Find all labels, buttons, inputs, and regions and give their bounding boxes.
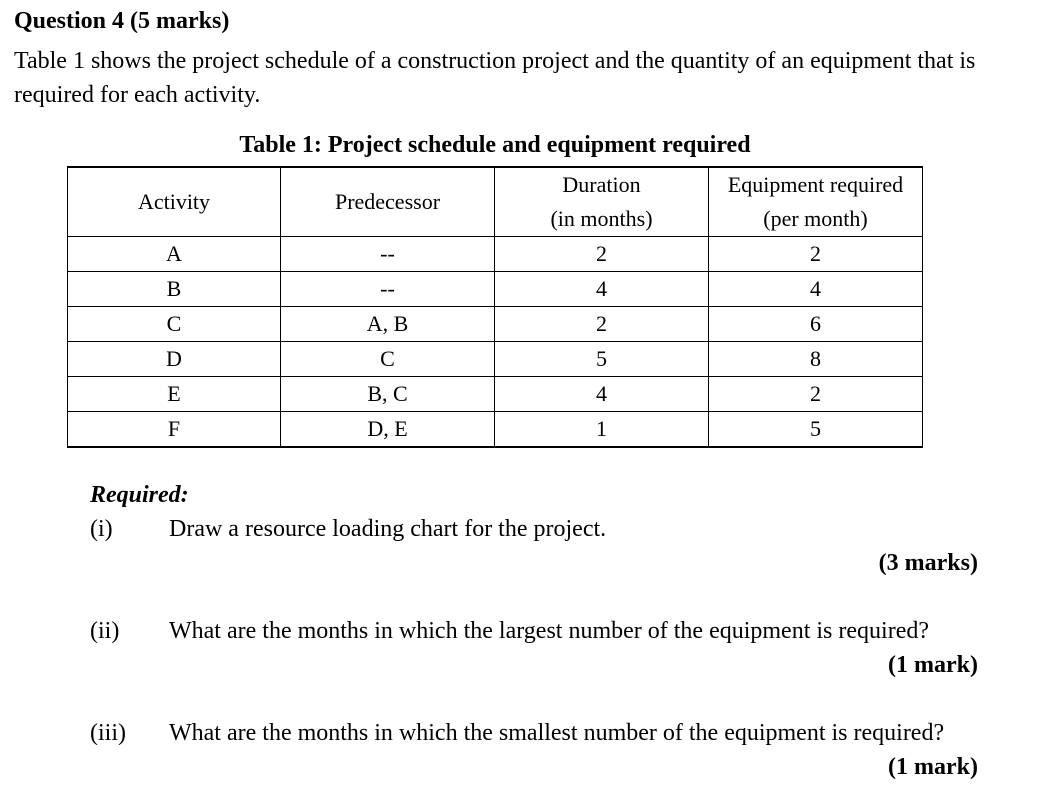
header-duration-line2: (in months) <box>550 206 653 231</box>
header-equipment <box>709 167 923 237</box>
item-number: (i) <box>90 516 113 542</box>
cell-duration: 1 <box>495 412 709 448</box>
cell-activity: C <box>68 307 281 342</box>
table-row <box>68 272 923 307</box>
item-text: What are the months in which the smallest number of the equipment is required? <box>169 720 945 746</box>
cell-activity: F <box>68 412 281 448</box>
cell-predecessor: D, E <box>281 412 495 448</box>
cell-predecessor: -- <box>281 237 495 272</box>
cell-predecessor: -- <box>281 272 495 307</box>
cell-equipment: 2 <box>709 377 923 412</box>
schedule-table <box>67 166 923 448</box>
item-number: (ii) <box>90 618 120 644</box>
cell-predecessor: B, C <box>281 377 495 412</box>
header-equipment-line1: Equipment required <box>727 172 904 197</box>
required-label: Required: <box>90 482 189 508</box>
cell-duration: 2 <box>495 307 709 342</box>
table-row <box>68 342 923 377</box>
item-text: Draw a resource loading chart for the project. <box>169 516 607 542</box>
table-row <box>68 237 923 272</box>
cell-equipment: 2 <box>709 237 923 272</box>
header-duration-line1: Duration <box>562 172 641 197</box>
cell-equipment: 4 <box>709 272 923 307</box>
cell-duration: 4 <box>495 377 709 412</box>
cell-predecessor: A, B <box>281 307 495 342</box>
question-heading: Question 4 (5 marks) <box>14 8 230 34</box>
header-equipment-line2: (per month) <box>763 206 868 231</box>
item-marks: (1 mark) <box>888 652 978 678</box>
table-row <box>68 412 923 448</box>
question-intro: Table 1 shows the project schedule of a construction project and the quantity of an equipment that is required for each activity. <box>14 48 976 108</box>
cell-equipment: 6 <box>709 307 923 342</box>
item-marks: (3 marks) <box>878 550 978 576</box>
item-marks: (1 mark) <box>888 754 978 780</box>
item-text: What are the months in which the largest number of the equipment is required? <box>169 618 929 644</box>
header-duration <box>495 167 709 237</box>
cell-equipment: 8 <box>709 342 923 377</box>
cell-activity: D <box>68 342 281 377</box>
cell-duration: 5 <box>495 342 709 377</box>
cell-activity: E <box>68 377 281 412</box>
cell-activity: A <box>68 237 281 272</box>
cell-duration: 4 <box>495 272 709 307</box>
header-activity: Activity <box>68 167 281 237</box>
table-header-row <box>68 167 923 237</box>
item-number: (iii) <box>90 720 126 746</box>
header-predecessor: Predecessor <box>281 167 495 237</box>
table-caption: Table 1: Project schedule and equipment required <box>239 132 751 158</box>
cell-duration: 2 <box>495 237 709 272</box>
table-row <box>68 377 923 412</box>
table-row <box>68 307 923 342</box>
cell-activity: B <box>68 272 281 307</box>
cell-equipment: 5 <box>709 412 923 448</box>
cell-predecessor: C <box>281 342 495 377</box>
